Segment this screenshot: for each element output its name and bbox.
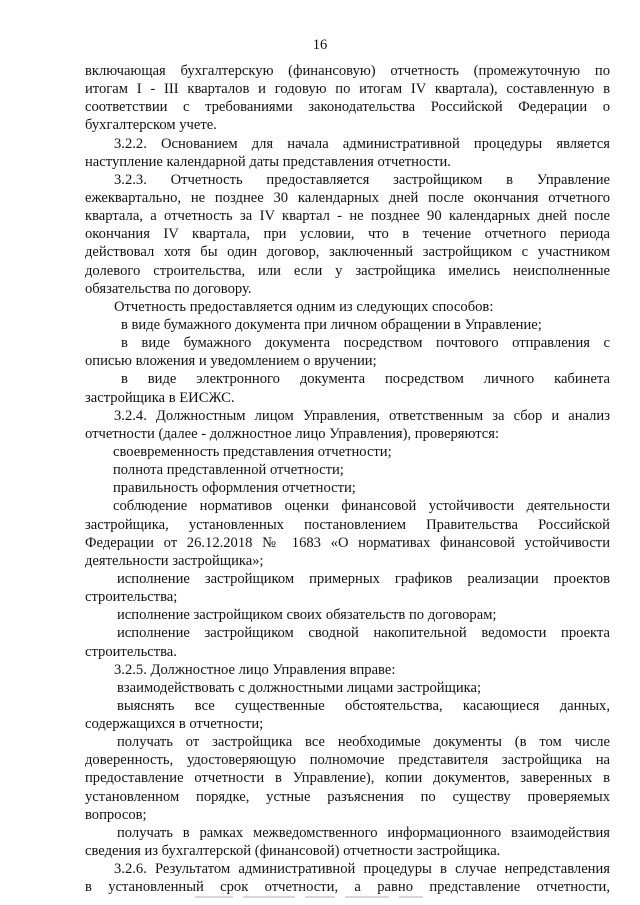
text-line: включающая бухгалтерскую (финансовую) отчетность (промежуточную по [85, 63, 610, 79]
text-line: бухгалтерском учете. [85, 117, 217, 134]
text-line: 3.2.2. Основанием для начала административной процедуры является [114, 135, 610, 152]
text-line: в виде электронного документа посредством личного кабинета [121, 371, 610, 388]
text-line: наступление календарной даты представления отчетности. [85, 153, 451, 170]
text-line: застройщика, установленных постановлением Правительства Российской [85, 516, 610, 533]
text-line: застройщика в ЕИСЖС. [85, 389, 235, 406]
text-line: действовал хотя бы один договор, заключенный застройщиком с участником [85, 244, 610, 261]
text-line: строительства; [85, 589, 178, 606]
text-line: исполнение застройщиком сводной накопительной ведомости проекта [117, 625, 610, 642]
text-line: получать от застройщика все необходимые документы (в том числе [117, 734, 610, 751]
document-body [85, 62, 610, 896]
text-line: полнота представленной отчетности; [113, 462, 344, 479]
text-line: 3.2.4. Должностным лицом Управления, ответственным за сбор и анализ [114, 407, 610, 424]
text-line: итогам I - III кварталов и годовую по итогам IV квартала), составленную в [85, 81, 610, 98]
text-line: правильность оформления отчетности; [113, 480, 356, 497]
text-line: Федерации от 26.12.2018 № 1683 «О нормативах финансовой устойчивости [85, 534, 610, 551]
text-line: долевого строительства, или если у застройщика имелись неисполненные [85, 262, 610, 279]
text-line: выяснять все существенные обстоятельства, касающиеся данных, [117, 697, 610, 714]
text-line: получать в рамках межведомственного информационного взаимодействия [117, 824, 610, 841]
text-line: взаимодействовать с должностными лицами застройщика; [117, 679, 482, 696]
text-line: ежеквартально, не позднее 30 календарных дней после окончания отчетного [85, 189, 610, 206]
text-line: 3.2.3. Отчетность предоставляется застройщиком в Управление [114, 171, 610, 188]
text-line: окончания IV квартала, при условии, что в течение отчетного периода [85, 226, 610, 243]
text-line: исполнение застройщиком своих обязательств по договорам; [117, 607, 497, 624]
footer-scan-marks [195, 896, 435, 899]
text-line: исполнение застройщиком примерных графиков реализации проектов [117, 570, 610, 587]
text-line: обязательства по договору. [85, 280, 252, 297]
text-line: описью вложения и уведомлением о вручении; [85, 353, 377, 370]
text-line: сведения из бухгалтерской (финансовой) отчетности застройщика. [85, 843, 501, 860]
text-line: квартала, а отчетность за IV квартал - не позднее 90 календарных дней после [85, 208, 610, 225]
text-line: доверенность, удостоверяющую полномочие представителя застройщика на [85, 752, 610, 769]
text-line: содержащихся в отчетности; [85, 716, 264, 733]
text-line: 3.2.5. Должностное лицо Управления вправе: [114, 661, 396, 678]
text-line: вопросов; [85, 806, 147, 823]
page-number: 16 [312, 37, 328, 53]
text-line: строительства. [85, 643, 177, 660]
text-line: соблюдение нормативов оценки финансовой устойчивости деятельности [113, 498, 610, 515]
text-line: отчетности (далее - должностное лицо Управления), проверяются: [85, 425, 500, 442]
text-line: Отчетность предоставляется одним из следующих способов: [114, 298, 494, 315]
text-line: своевременность представления отчетности; [113, 443, 392, 460]
text-line: деятельности застройщика»; [85, 552, 264, 569]
text-line: 3.2.6. Результатом административной процедуры в случае непредставления [114, 861, 610, 878]
text-line: соответствии с требованиями законодательства Российской Федерации о [85, 99, 610, 116]
text-line: в виде бумажного документа посредством почтового отправления с [121, 335, 610, 352]
text-line: в установленный срок отчетности, а равно представление отчетности, [85, 879, 610, 896]
text-line: установленном порядке, устные разъяснения по существу проверяемых [85, 788, 610, 805]
text-line: предоставление отчетности в Управление), копии документов, заверенных в [85, 770, 610, 787]
text-line: в виде бумажного документа при личном обращении в Управление; [121, 316, 542, 333]
